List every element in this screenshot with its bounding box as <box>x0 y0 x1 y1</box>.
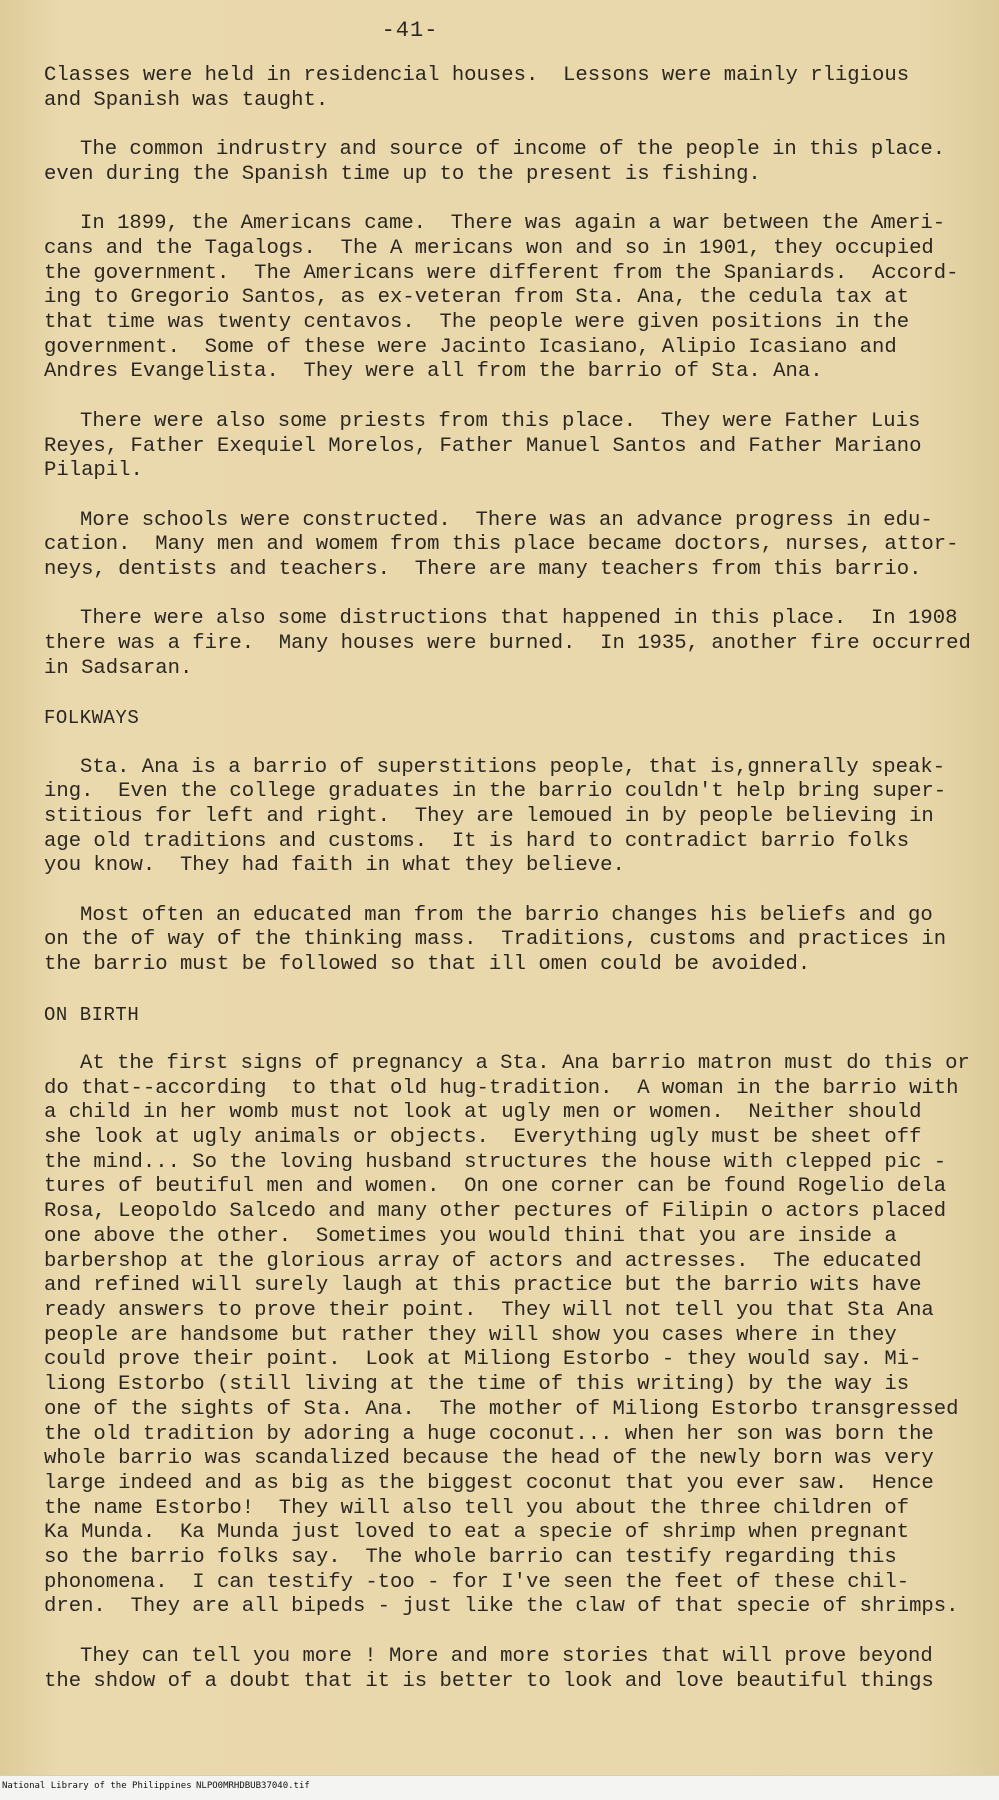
text-line: stitious for left and right. They are lemoued in by people believing in <box>44 804 934 828</box>
text-line: ready answers to prove their point. They will not tell you that Sta Ana <box>44 1299 934 1322</box>
text-line: the mind... So the loving husband structures the house with clepped pic - <box>44 1150 947 1174</box>
section-heading: FOLKWAYS <box>44 707 140 730</box>
text-line: The common indrustry and source of income of the people in this place. <box>80 138 946 162</box>
text-line: and Spanish was taught. <box>44 88 329 112</box>
text-line: Pilapil. <box>44 459 143 483</box>
text-line: At the first signs of pregnancy a Sta. Ana barrio matron must do this or <box>80 1051 970 1075</box>
text-line: do that--according to that old hug-tradition. A woman in the barrio with <box>44 1076 959 1100</box>
text-line: people are handsome but rather they will show you cases where in they <box>44 1323 897 1347</box>
text-line: large indeed and as big as the biggest coconut that you ever saw. Hence <box>44 1471 934 1495</box>
text-line: Sta. Ana is a barrio of superstitions people, that is,gnnerally speak- <box>80 755 946 779</box>
text-line: the shdow of a doubt that it is better to look and love beautiful things <box>44 1669 934 1693</box>
text-line: liong Estorbo (still living at the time of this writing) by the way is <box>44 1373 910 1397</box>
text-line: ing to Gregorio Santos, as ex-veteran from Sta. Ana, the cedula tax at <box>44 286 910 310</box>
text-line: the name Estorbo! They will also tell you about the three children of <box>44 1496 910 1520</box>
footer-filename: NLPO0MRHDBUB37040.tif <box>196 1781 310 1791</box>
text-line: the barrio must be followed so that ill omen could be avoided. <box>44 953 811 977</box>
text-line: so the barrio folks say. The whole barrio can testify regarding this <box>44 1546 897 1570</box>
text-line: There were also some priests from this place. They were Father Luis <box>80 409 921 433</box>
text-line: there was a fire. Many houses were burned. In 1935, another fire occurred <box>44 632 971 656</box>
text-line: Ka Munda. Ka Munda just loved to eat a specie of shrimp when pregnant <box>44 1521 910 1545</box>
text-line: government. Some of these were Jacinto Icasiano, Alipio Icasiano and <box>44 335 897 359</box>
footer-strip <box>0 1775 999 1800</box>
text-line: Reyes, Father Exequiel Morelos, Father Manuel Santos and Father Mariano <box>44 434 922 458</box>
paragraph <box>44 1645 974 1694</box>
text-line: neys, dentists and teachers. There are many teachers from this barrio. <box>44 558 922 581</box>
paragraph <box>44 410 974 484</box>
text-line: ing. Even the college graduates in the barrio couldn't help bring super- <box>44 780 947 804</box>
text-line: and refined will surely laugh at this practice but the barrio wits have <box>44 1274 922 1298</box>
text-line: In 1899, the Americans came. There was again a war between the Ameri- <box>80 212 946 236</box>
paragraph <box>44 212 974 385</box>
text-line: on the of way of the thinking mass. Traditions, customs and practices in <box>44 928 947 952</box>
text-line: the old tradition by adoring a huge coconut... when her son was born the <box>44 1422 934 1446</box>
text-line: in Sadsaran. <box>44 656 193 680</box>
paragraph <box>44 138 974 187</box>
paragraph <box>44 904 974 978</box>
text-line: cation. Many men and womem from this place became doctors, nurses, attor- <box>44 533 959 557</box>
text-line: They can tell you more ! More and more stories that will prove beyond <box>80 1644 933 1668</box>
body-text <box>44 64 974 1719</box>
text-line: phonomena. I can testify -too - for I've seen the feet of these chil- <box>44 1570 910 1594</box>
text-line: one above the other. Sometimes you would thini that you are inside a <box>44 1224 897 1248</box>
footer-source: National Library of the Philippines <box>2 1781 192 1791</box>
text-line: cans and the Tagalogs. The A mericans won and so in 1901, they occupied <box>44 236 934 260</box>
text-line: you know. They had faith in what they believe. <box>44 854 625 878</box>
paragraph <box>44 607 974 681</box>
text-line: dren. They are all bipeds - just like the claw of that specie of shrimps. <box>44 1595 959 1619</box>
text-line: More schools were constructed. There was an advance progress in edu- <box>80 508 933 532</box>
text-line: a child in her womb must not look at ugly men or women. Neither should <box>44 1101 922 1125</box>
paragraph <box>44 509 974 583</box>
text-line: age old traditions and customs. It is hard to contradict barrio folks <box>44 829 910 853</box>
text-line: Andres Evangelista. They were all from the barrio of Sta. Ana. <box>44 360 823 384</box>
page-number: -41- <box>381 18 439 43</box>
text-line: even during the Spanish time up to the present is fishing. <box>44 162 761 186</box>
text-line: Classes were held in residencial houses. Lessons were mainly rligious <box>44 64 910 87</box>
text-line: that time was twenty centavos. The people were given positions in the <box>44 311 910 334</box>
paragraph <box>44 1052 974 1620</box>
text-line: the government. The Americans were different from the Spaniards. Accord- <box>44 261 959 285</box>
text-line: Most often an educated man from the barrio changes his beliefs and go <box>80 903 933 927</box>
text-line: whole barrio was scandalized because the head of the newly born was very <box>44 1447 934 1471</box>
text-line: Rosa, Leopoldo Salcedo and many other pectures of Filipin o actors placed <box>44 1200 947 1224</box>
text-line: barbershop at the glorious array of actors and actresses. The educated <box>44 1249 922 1273</box>
text-line: could prove their point. Look at Miliong Estorbo - they would say. Mi- <box>44 1348 922 1372</box>
text-line: tures of beutiful men and women. On one corner can be found Rogelio dela <box>44 1175 947 1199</box>
paragraph <box>44 756 974 880</box>
text-line: There were also some distructions that happened in this place. In 1908 <box>80 607 958 631</box>
text-line: she look at ugly animals or objects. Everything ugly must be sheet off <box>44 1126 922 1150</box>
paragraph <box>44 64 974 113</box>
text-line: one of the sights of Sta. Ana. The mother of Miliong Estorbo transgressed <box>44 1397 959 1421</box>
section-heading: ON BIRTH <box>44 1003 140 1026</box>
